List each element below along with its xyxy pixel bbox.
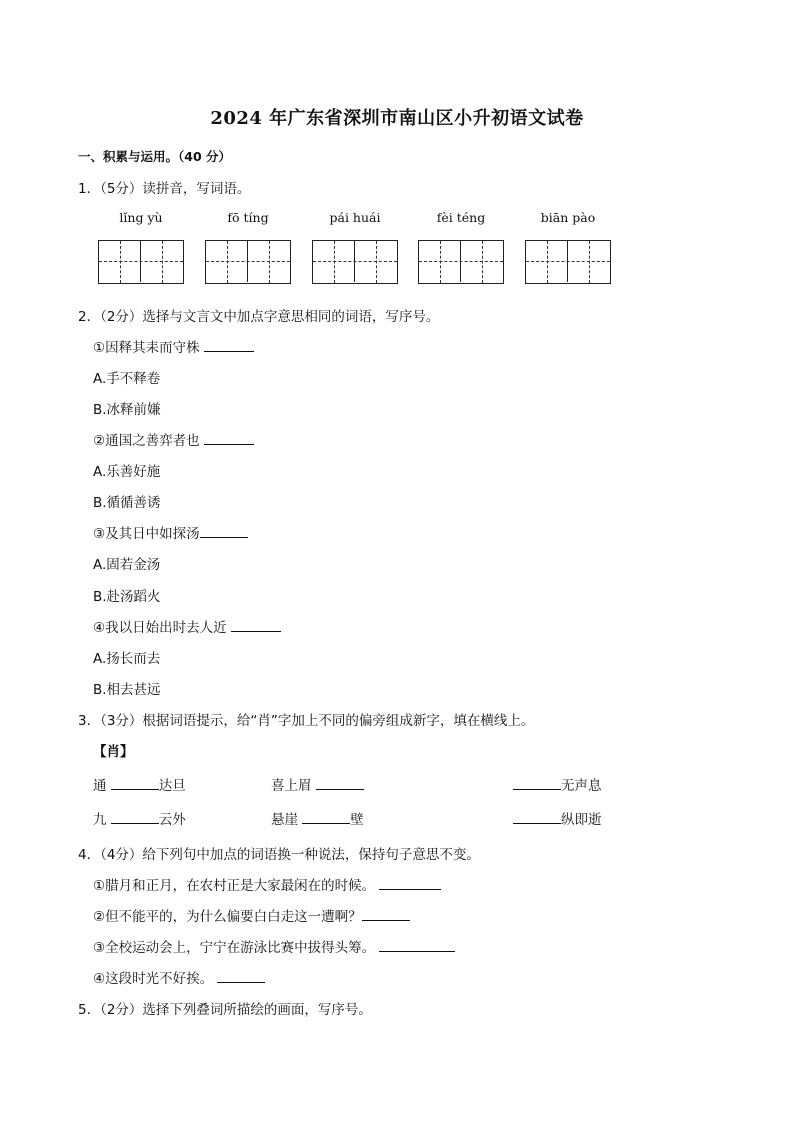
answer-blank[interactable] [379, 877, 441, 890]
answer-blank[interactable] [111, 777, 159, 790]
q2-stem: ③及其日中如探汤 [93, 522, 248, 542]
q4-item: ①腊月和正月，在农村正是大家最闲在的时候。 [93, 874, 441, 894]
q4-item: ③全校运动会上，宁宁在游泳比赛中拔得头筹。 [93, 936, 455, 956]
answer-blank[interactable] [111, 811, 159, 824]
tian-grid-box[interactable] [312, 240, 398, 284]
q4-item: ④这段时光不好挨。 [93, 967, 265, 987]
question-1: 1．（5分）读拼音，写词语。 [78, 181, 251, 197]
answer-blank[interactable] [302, 811, 350, 824]
tian-grid-box[interactable] [98, 240, 184, 284]
answer-blank[interactable] [316, 777, 364, 790]
pinyin-label: biān pào [540, 210, 596, 225]
q4-item: ②但不能平的，为什么偏要白白走这一遭啊？ [93, 905, 410, 925]
question-3: 3．（3分）根据词语提示，给“肖”字加上不同的偏旁组成新字，填在横线上。 [78, 713, 535, 729]
question-5: 5．（2分）选择下列叠词所描绘的画面，写序号。 [78, 1002, 372, 1018]
q3-item: 喜上眉 [271, 774, 364, 794]
answer-blank[interactable] [200, 525, 248, 538]
q2-option-b: B.赴汤蹈火 [93, 589, 161, 605]
q3-item: 悬崖 壁 [271, 812, 364, 828]
tian-grid-box[interactable] [418, 240, 504, 284]
q3-item: 九 云外 [93, 812, 186, 828]
answer-blank[interactable] [513, 777, 561, 790]
answer-blank[interactable] [217, 970, 265, 983]
answer-blank[interactable] [204, 432, 254, 445]
q2-stem: ①因释其耒而守株 [93, 336, 254, 356]
q3-tag: 【肖】 [93, 744, 134, 760]
section-heading: 一、积累与运用。（40 分） [78, 149, 231, 164]
answer-blank[interactable] [362, 908, 410, 921]
page-title: 2024 年广东省深圳市南山区小升初语文试卷 [210, 108, 584, 129]
q2-stem: ②通国之善弈者也 [93, 429, 254, 449]
answer-blank[interactable] [379, 939, 455, 952]
q2-option-a: A.扬长而去 [93, 651, 161, 667]
pinyin-label: lǐng yù [119, 210, 163, 225]
q2-option-a: A.手不释卷 [93, 371, 161, 387]
pinyin-label: fèi téng [436, 210, 486, 225]
q2-option-b: B.冰释前嫌 [93, 402, 161, 418]
question-2: 2．（2分）选择与文言文中加点字意思相同的词语，写序号。 [78, 309, 440, 325]
q2-stem: ④我以日始出时去人近 [93, 616, 281, 636]
tian-grid-box[interactable] [205, 240, 291, 284]
q3-item: 无声息 [513, 774, 602, 794]
question-4: 4．（4分）给下列句中加点的词语换一种说法，保持句子意思不变。 [78, 847, 480, 863]
q2-option-a: A.固若金汤 [93, 557, 161, 573]
answer-blank[interactable] [231, 619, 281, 632]
q2-option-a: A.乐善好施 [93, 464, 161, 480]
q2-option-b: B.循循善诱 [93, 495, 161, 511]
q3-item: 通 达旦 [93, 778, 186, 794]
answer-blank[interactable] [204, 339, 254, 352]
q2-option-b: B.相去甚远 [93, 682, 161, 698]
pinyin-label: fō tíng [227, 210, 269, 225]
pinyin-label: pái huái [329, 210, 381, 225]
answer-blank[interactable] [513, 811, 561, 824]
q3-item: 纵即逝 [513, 808, 602, 828]
tian-grid-box[interactable] [525, 240, 611, 284]
